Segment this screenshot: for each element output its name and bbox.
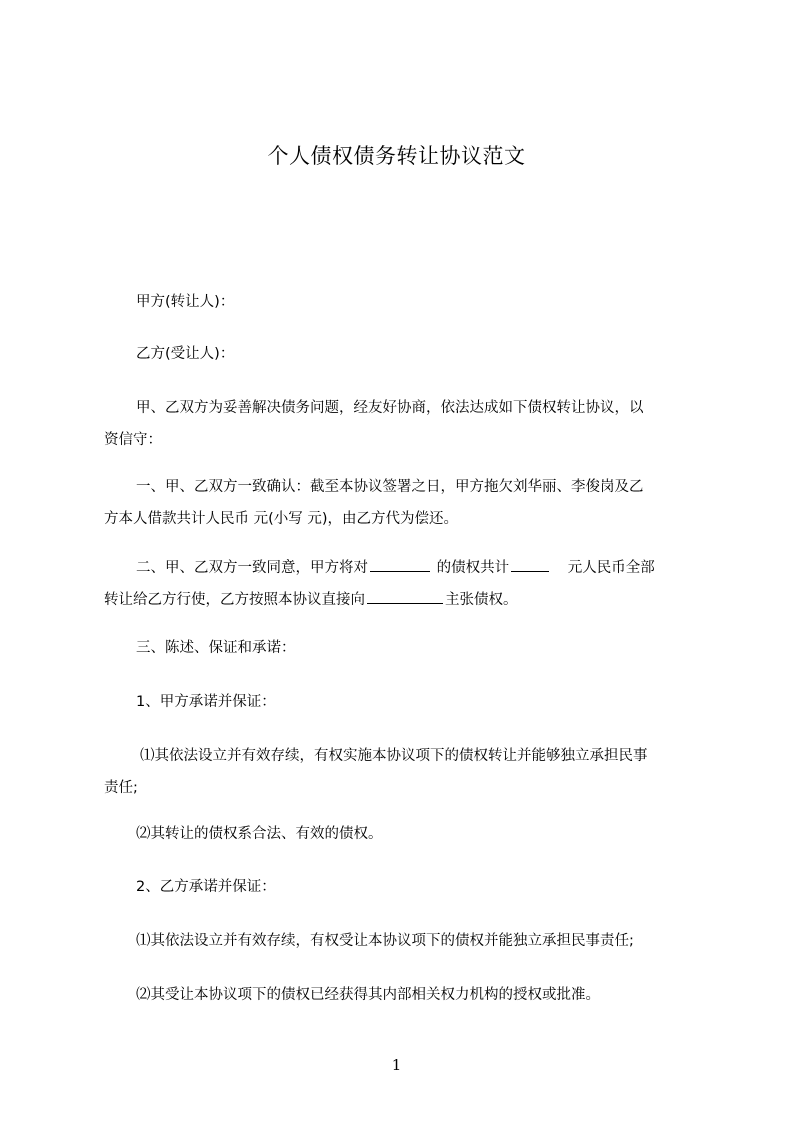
preamble-line-1: 甲、乙双方为妥善解决债务问题，经友好协商，依法达成如下债权转让协议，以 bbox=[136, 400, 644, 416]
sub-2-item-2-text: ⑵其受让本协议项下的债权已经获得其内部相关权力机构的授权或批准。 bbox=[136, 987, 600, 1003]
clause-2-line-2 bbox=[104, 584, 716, 616]
creditor-blank bbox=[370, 557, 430, 572]
clause-3-line bbox=[104, 632, 716, 664]
party-b-line bbox=[104, 338, 716, 370]
clause-1-line-1: 一、甲、乙双方一致确认：截至本协议签署之日，甲方拖欠刘华丽、李俊岗及乙 bbox=[136, 479, 644, 495]
sub-2-text: 2、乙方承诺并保证： bbox=[136, 879, 276, 895]
sub-2-item-1-line bbox=[104, 925, 716, 957]
sub-1-item-1-paragraph bbox=[104, 740, 716, 804]
clause-3-text: 三、陈述、保证和承诺： bbox=[136, 640, 296, 656]
preamble-line-2: 资信守： bbox=[104, 432, 162, 448]
clause-1-line-2: 方本人借款共计人民币 元(小写 元)，由乙方代为偿还。 bbox=[104, 511, 459, 527]
clause-2-line-2-text-a: 转让给乙方行使，乙方按照本协议直接向 bbox=[104, 592, 365, 608]
clause-1-paragraph bbox=[104, 471, 716, 535]
clause-2-line-2-text-b: 主张债权。 bbox=[445, 592, 518, 608]
sub-1-item-2-text: ⑵其转让的债权系合法、有效的债权。 bbox=[136, 826, 383, 842]
amount-blank bbox=[511, 557, 549, 572]
sub-1-item-2-line bbox=[104, 818, 716, 850]
obligor-blank bbox=[367, 589, 443, 604]
sub-1-line bbox=[104, 686, 716, 718]
sub-2-item-1-text: ⑴其依法设立并有效存续，有权受让本协议项下的债权并能独立承担民事责任; bbox=[136, 933, 634, 949]
sub-1-item-1-line-2: 责任; bbox=[104, 780, 138, 796]
preamble-paragraph bbox=[104, 392, 716, 456]
document-title: 个人债权债务转让协议范文 bbox=[267, 144, 526, 168]
sub-1-item-1-line-1: ⑴其依法设立并有效存续，有权实施本协议项下的债权转让并能够独立承担民事 bbox=[140, 748, 648, 764]
party-a-line bbox=[104, 286, 716, 318]
sub-2-line bbox=[104, 871, 716, 903]
sub-2-item-2-line bbox=[104, 979, 716, 1011]
clause-2-text-a: 二、甲、乙双方一致同意，甲方将对 bbox=[136, 560, 368, 576]
clause-2-line-1 bbox=[104, 552, 716, 584]
clause-2-paragraph bbox=[104, 552, 716, 616]
clause-2-text-c: 元人民币全部 bbox=[567, 560, 655, 576]
page-number: 1 bbox=[391, 1056, 402, 1074]
clause-2-text-b: 的债权共计 bbox=[436, 560, 510, 576]
party-b-text: 乙方(受让人)： bbox=[136, 346, 235, 362]
sub-1-text: 1、甲方承诺并保证： bbox=[136, 694, 276, 710]
party-a-text: 甲方(转让人)： bbox=[136, 294, 235, 310]
